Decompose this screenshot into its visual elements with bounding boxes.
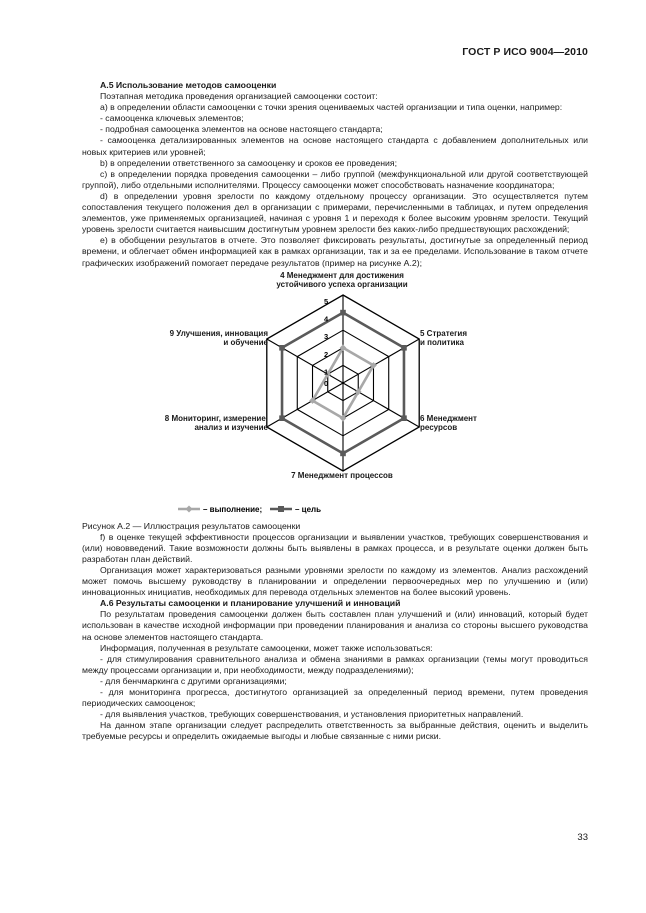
legend-marker [186, 505, 193, 512]
axis-label-line: анализ и изучение [194, 423, 268, 433]
axis-label-5 [420, 329, 490, 348]
data-point [340, 309, 346, 315]
paragraph: Организация может характеризоваться разными уровнями зрелости по каждому из элементов. Анализ расхождений может помочь высшему руководству в планировании и определении первоочередных мер по улучшению и (или) инновационных инициатив, необходимых для перевода отдельных элементов на более высокий уровень. [82, 564, 588, 598]
data-point [279, 415, 285, 421]
axis-label-line: ресурсов [420, 423, 458, 433]
scale-tick-label: 1 [324, 366, 329, 376]
axis-spoke [343, 339, 419, 383]
paragraph: c) в определении порядка проведения самооценки – либо группой (межфункциональной или другой соответствующей группой), либо отдельными исполнителями. Процессу самооценки может способствовать назначение координатора; [82, 168, 588, 190]
scale-tick-label: 0 [324, 378, 329, 388]
legend-label: – цель [295, 504, 322, 514]
paragraph: По результатам проведения самооценки должен быть составлен план улучшений и (или) инноваций, который будет использован в качестве исходной информации при проведении планирования и анализа со стороны высшего руководства на основе элементов настоящего стандарта. [82, 609, 588, 642]
axis-spoke [267, 383, 343, 427]
data-point [340, 450, 346, 456]
paragraph: Информация, полученная в результате самооценки, может также использоваться: [100, 642, 433, 653]
page-content [82, 80, 588, 742]
axis-label-7 [272, 471, 412, 481]
axis-label-line: и обучение [223, 338, 268, 348]
section-a6-title: А.6 Результаты самооценки и планирование улучшений и инноваций [100, 598, 401, 609]
axis-label-line: 9 Улучшения, инновация [169, 328, 268, 338]
data-point [401, 345, 407, 351]
data-point [279, 345, 285, 351]
page-number: 33 [577, 832, 588, 843]
axis-spoke [343, 383, 419, 427]
legend-marker [278, 506, 284, 512]
list-item: - для стимулирования сравнительного анализа и обмена знаниями в рамках организации (темы могут проводиться между процессами организации и, при необходимости, между подразделениями); [82, 653, 588, 675]
list-item: - подробная самооценка элементов на основе настоящего стандарта; [100, 124, 383, 135]
list-item: - для мониторинга прогресса, достигнутого организацией за определенный период времени, путем проведения периодических самооценок; [82, 687, 588, 709]
axis-label-line: 8 Мониторинг, измерение, [164, 413, 268, 423]
figure-caption: Рисунок А.2 — Иллюстрация результатов самооценки [82, 520, 301, 531]
paragraph: f) в оценке текущей эффективности процессов организации и выявлении участков, требующих совершенствования и (или) нововведений. Такие возможности должны быть выявлены в рамках процесса, и в результате оценки должен быть разработан план действий. [82, 531, 588, 564]
scale-tick-label: 4 [324, 314, 329, 324]
axis-label-4 [267, 271, 417, 290]
axis-label-line: 4 Менеджмент для достижения [280, 270, 404, 280]
radar-chart [82, 270, 588, 521]
scale-tick-label: 3 [324, 331, 329, 341]
axis-label-line: 7 Менеджмент процессов [291, 470, 393, 480]
axis-spoke [267, 339, 343, 383]
axis-label-line: и политика [420, 338, 464, 348]
paragraph: а) в определении области самооценки с точки зрения оцениваемых частей организации и типа оценки, например: [100, 102, 563, 113]
paragraph: d) в определении уровня зрелости по каждому отдельному процессу организации. Это осуществляется путем сопоставления текущего положения дел в организации с примерами, перечисленными в таблицах, и путем определения элементов, уже применяемых организацией, начиная с уровня 1 и переходя к более высоким уровням зрелости. Текущий уровень зрелости считается наивысшим достигнутым уровнем зрелости без каких-либо предшествующих расхождений; [82, 190, 588, 235]
list-item: - для бенчмаркинга с другими организациями; [100, 675, 287, 686]
paragraph: b) в определении ответственного за самооценку и сроков ее проведения; [100, 157, 397, 168]
axis-label-line: 5 Стратегия [420, 328, 467, 338]
list-item: - для выявления участков, требующих совершенствования, и установления приоритетных направлений. [100, 709, 524, 720]
axis-label-line: 6 Менеджмент [420, 413, 477, 423]
axis-label-6 [420, 414, 500, 433]
axis-label-9 [142, 329, 268, 348]
section-a5-title: А.5 Использование методов самооценки [100, 80, 277, 90]
list-item: - самооценка детализированных элементов на основе настоящего стандарта с добавлением дополнительных или новых критериев или уровней; [82, 135, 588, 157]
data-point [401, 415, 407, 421]
list-item: - самооценка ключевых элементов; [100, 113, 244, 124]
legend-label: – выполнение; [203, 504, 263, 514]
scale-tick-label: 2 [324, 349, 329, 359]
paragraph: На данном этапе организации следует распределить ответственность за выбранные действия, оценить и выделить требуемые ресурсы и определить ожидаемые выгоды и любые связанные с ними риски. [82, 720, 588, 742]
document-code: ГОСТ Р ИСО 9004—2010 [462, 46, 588, 58]
axis-label-8 [142, 414, 268, 433]
scale-tick-label: 5 [324, 296, 329, 306]
radar-figure [82, 270, 588, 521]
paragraph: Поэтапная методика проведения организацией самооценки состоит: [100, 91, 378, 102]
axis-label-line: устойчивого успеха организации [276, 280, 408, 290]
paragraph: e) в обобщении результатов в отчете. Это позволяет фиксировать результаты, достигнутые за определенный период времени, и облегчает обмен информацией как в рамках организации, так и за ее пределами. Использование в таком отчете графических изображений помогает передаче результатов (пример на рисунке А.2); [82, 235, 588, 268]
